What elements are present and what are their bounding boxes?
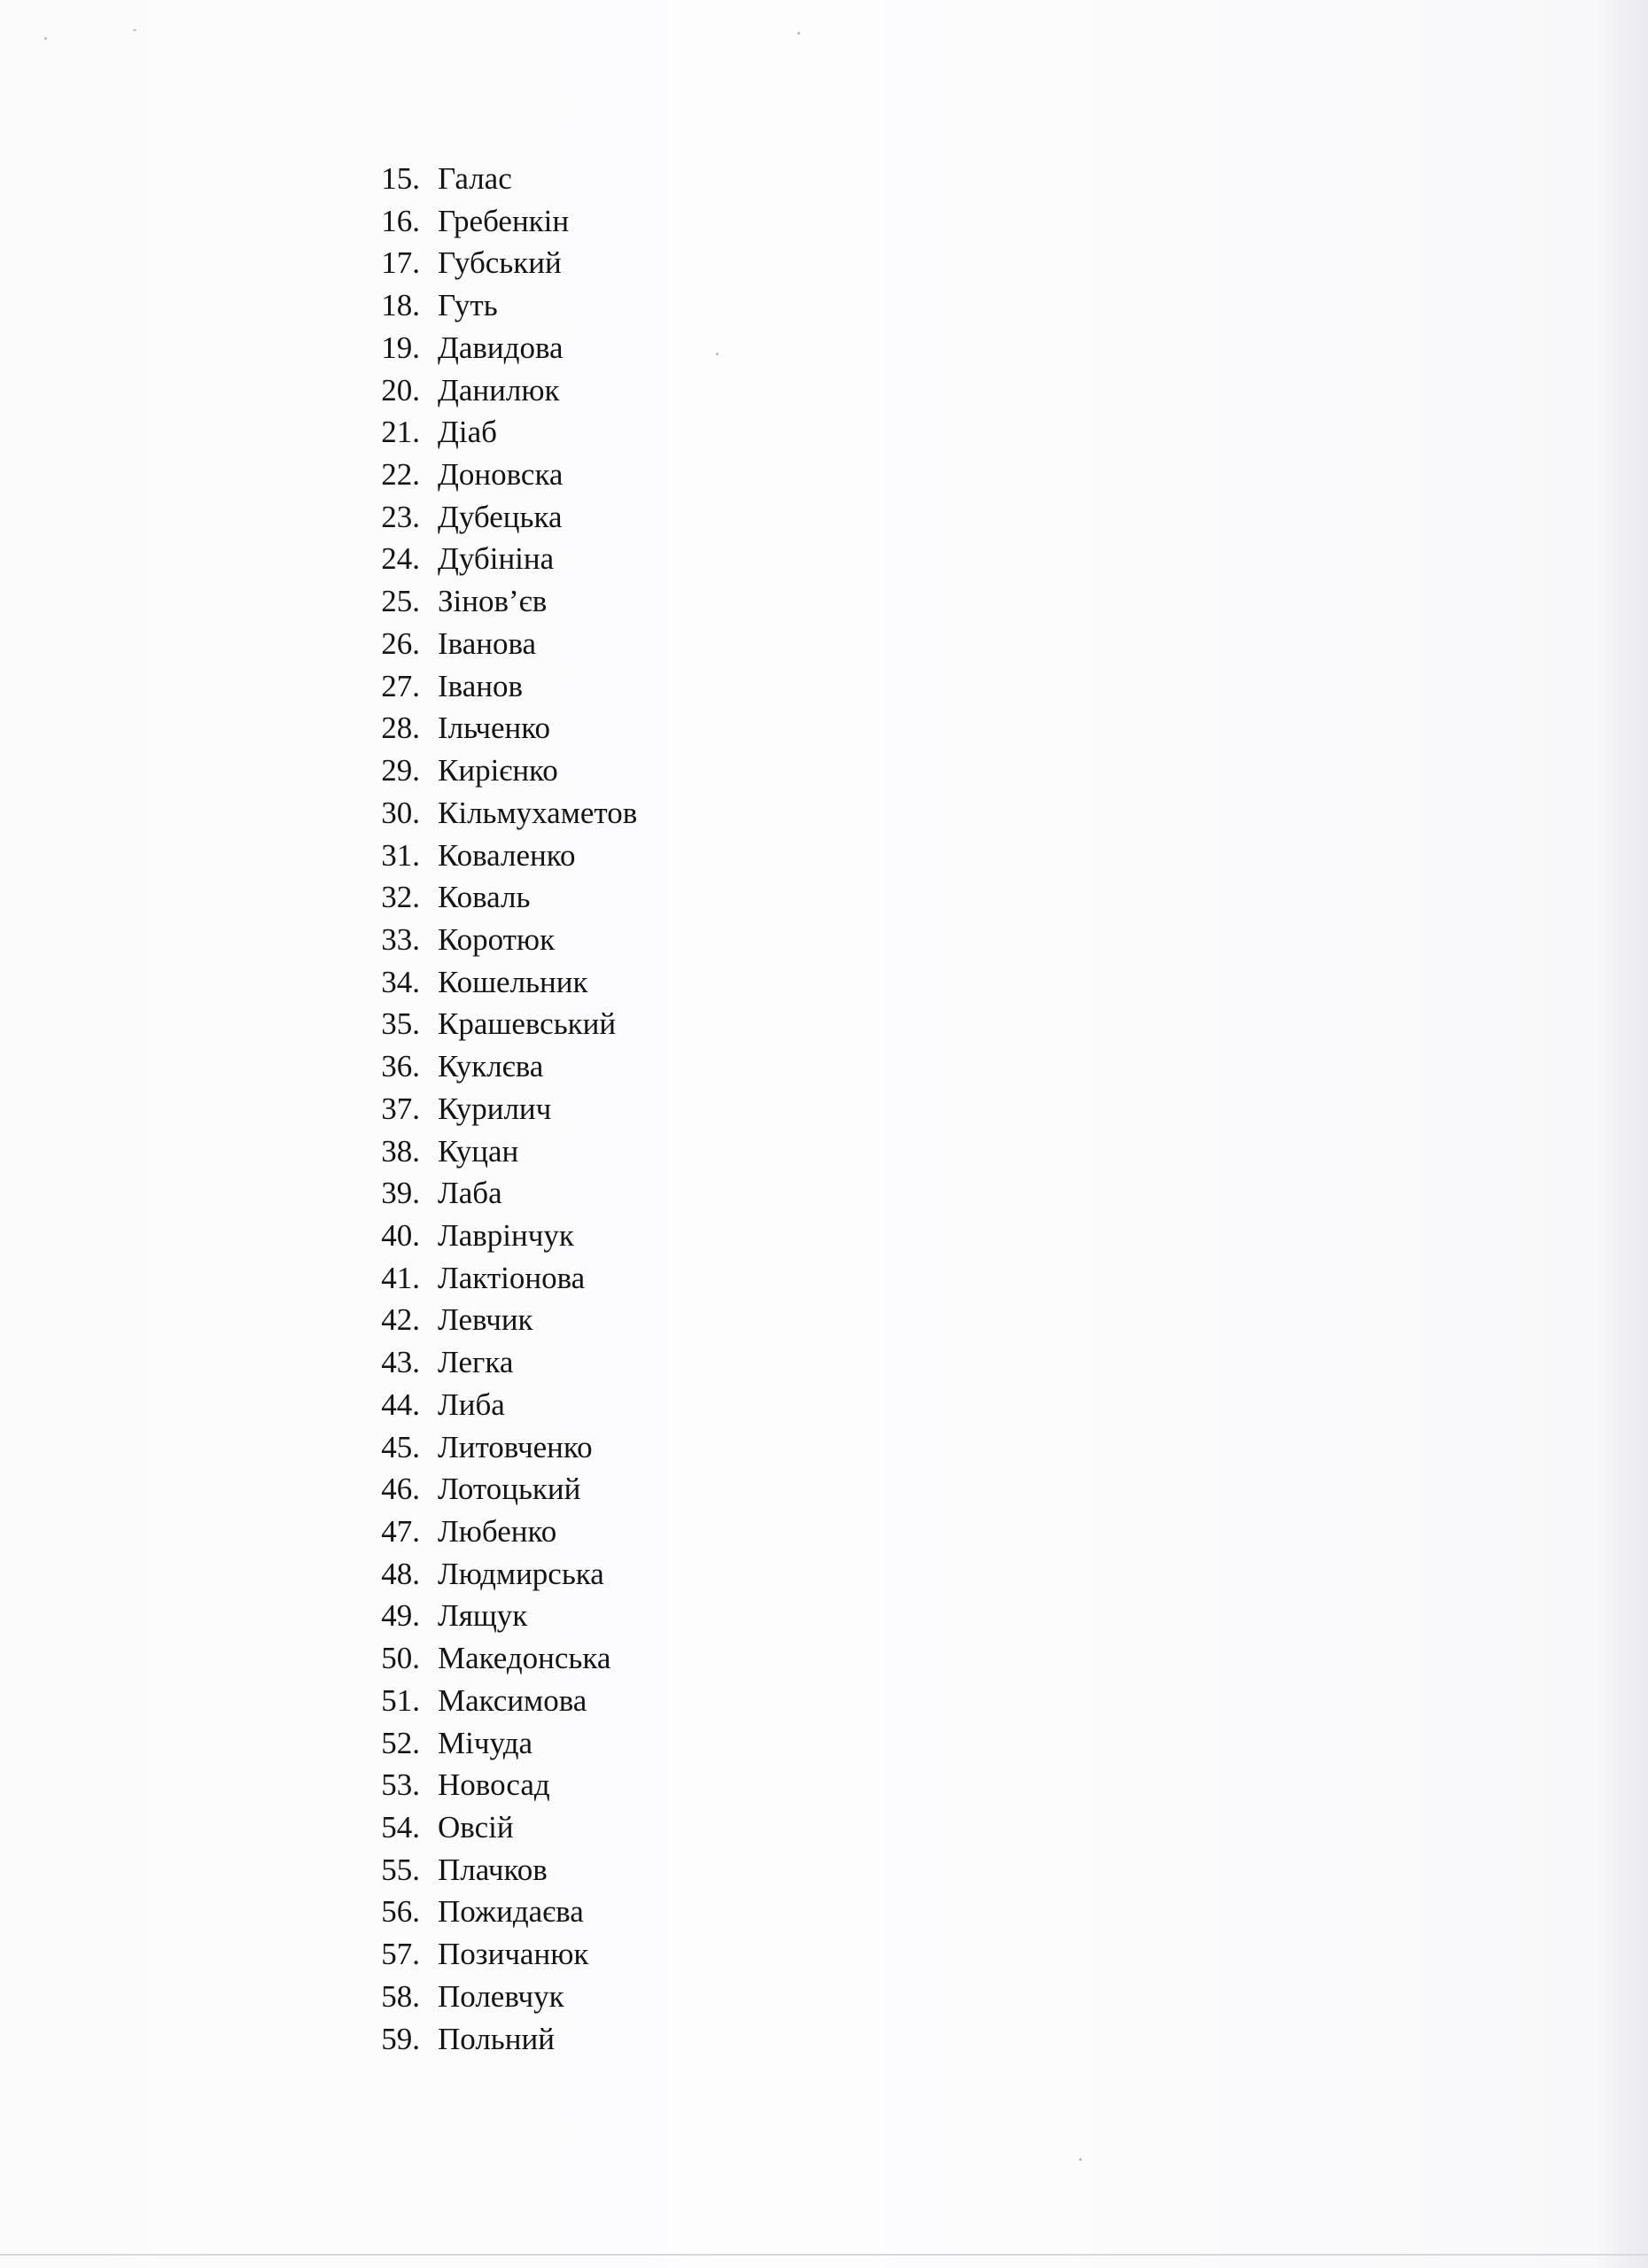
list-item-name: Куклєва bbox=[438, 1049, 544, 1084]
list-item-name: Плачков bbox=[438, 1852, 548, 1887]
list-item bbox=[351, 1299, 637, 1341]
list-item-name: Іванов bbox=[438, 668, 524, 703]
list-item-number: 28. bbox=[381, 711, 420, 746]
list-item-number: 37. bbox=[381, 1091, 420, 1126]
list-item bbox=[351, 1764, 637, 1806]
list-item-number: 59. bbox=[381, 2021, 420, 2056]
list-item-name: Полевчук bbox=[438, 1978, 564, 2014]
list-item-number: 38. bbox=[381, 1133, 420, 1169]
list-item-name: Лаврінчук bbox=[438, 1217, 574, 1253]
list-item-name: Крашевський bbox=[438, 1006, 617, 1042]
list-item bbox=[351, 876, 637, 919]
list-item-name: Любенко bbox=[438, 1514, 557, 1549]
list-item-name: Коваль bbox=[438, 880, 531, 915]
list-item bbox=[351, 1595, 637, 1637]
list-item-name: Лаба bbox=[438, 1176, 502, 1211]
list-item-name: Дубініна bbox=[438, 541, 555, 577]
list-item bbox=[351, 1976, 637, 2018]
list-item bbox=[351, 1045, 637, 1088]
list-item-name: Гребенкін bbox=[438, 203, 570, 238]
list-item bbox=[351, 792, 637, 835]
list-item-name: Македонська bbox=[438, 1641, 611, 1676]
list-item-name: Лотоцький bbox=[438, 1472, 581, 1507]
list-item bbox=[351, 1511, 637, 1553]
list-item bbox=[351, 1384, 637, 1426]
list-item-name: Ільченко bbox=[438, 711, 551, 746]
list-item-number: 19. bbox=[381, 330, 420, 365]
list-item bbox=[351, 1891, 637, 1933]
list-item-number: 47. bbox=[381, 1514, 420, 1549]
list-item bbox=[351, 1806, 637, 1849]
list-item-number: 55. bbox=[381, 1852, 420, 1887]
list-item bbox=[351, 538, 637, 580]
list-item bbox=[351, 665, 637, 708]
scan-speck bbox=[716, 353, 719, 355]
list-item bbox=[351, 369, 637, 412]
list-item-number: 30. bbox=[381, 795, 420, 830]
list-item-number: 32. bbox=[381, 880, 420, 915]
list-item bbox=[351, 1933, 637, 1976]
list-item-number: 25. bbox=[381, 584, 420, 619]
list-item-name: Людмирська bbox=[438, 1556, 604, 1591]
list-item bbox=[351, 200, 637, 243]
list-item bbox=[351, 158, 637, 200]
list-item bbox=[351, 580, 637, 623]
list-item-number: 21. bbox=[381, 415, 420, 450]
list-item-number: 31. bbox=[381, 837, 420, 873]
list-item-number: 41. bbox=[381, 1260, 420, 1295]
list-item-number: 36. bbox=[381, 1049, 420, 1084]
list-item bbox=[351, 2018, 637, 2061]
list-item-name: Максимова bbox=[438, 1682, 587, 1718]
list-item-number: 58. bbox=[381, 1978, 420, 2014]
list-item-number: 42. bbox=[381, 1302, 420, 1338]
list-item bbox=[351, 1257, 637, 1300]
list-item-number: 57. bbox=[381, 1937, 420, 1972]
list-item-name: Гуть bbox=[438, 288, 498, 323]
list-item-name: Куцан bbox=[438, 1133, 519, 1169]
list-item-number: 29. bbox=[381, 753, 420, 788]
list-item-number: 24. bbox=[381, 541, 420, 577]
list-item bbox=[351, 1468, 637, 1511]
list-item-number: 51. bbox=[381, 1682, 420, 1718]
list-item-name: Кільмухаметов bbox=[438, 795, 638, 830]
list-item-number: 20. bbox=[381, 372, 420, 408]
list-item-name: Кирієнко bbox=[438, 753, 558, 788]
list-item-number: 17. bbox=[381, 245, 420, 281]
list-item bbox=[351, 284, 637, 327]
list-item bbox=[351, 961, 637, 1004]
list-item-name: Іванова bbox=[438, 625, 537, 661]
list-item-number: 15. bbox=[381, 161, 420, 196]
list-item-number: 16. bbox=[381, 203, 420, 238]
list-item-name: Данилюк bbox=[438, 372, 560, 408]
list-item bbox=[351, 496, 637, 539]
list-item-number: 34. bbox=[381, 964, 420, 999]
list-item-name: Губський bbox=[438, 245, 562, 281]
list-item-name: Мічуда bbox=[438, 1725, 533, 1760]
list-item bbox=[351, 623, 637, 665]
list-item bbox=[351, 919, 637, 961]
list-item-name: Коваленко bbox=[438, 837, 576, 873]
surname-list bbox=[351, 158, 637, 2060]
scan-edge-shadow bbox=[1591, 0, 1648, 2268]
list-item bbox=[351, 1088, 637, 1130]
list-item-number: 26. bbox=[381, 625, 420, 661]
list-item-name: Лящук bbox=[438, 1598, 528, 1634]
scan-speck bbox=[797, 32, 800, 35]
scan-speck bbox=[44, 37, 47, 40]
list-item-number: 53. bbox=[381, 1767, 420, 1803]
list-item bbox=[351, 1215, 637, 1257]
list-item bbox=[351, 454, 637, 496]
list-item-name: Позичанюк bbox=[438, 1937, 589, 1972]
list-item-number: 27. bbox=[381, 668, 420, 703]
list-item-name: Діаб bbox=[438, 415, 497, 450]
list-item bbox=[351, 750, 637, 792]
list-item bbox=[351, 327, 637, 369]
list-item bbox=[351, 1130, 637, 1173]
list-item-name: Зінов’єв bbox=[438, 584, 548, 619]
list-item-number: 35. bbox=[381, 1006, 420, 1042]
list-item-name: Литовченко bbox=[438, 1429, 593, 1464]
list-item-number: 46. bbox=[381, 1472, 420, 1507]
list-item-name: Кошельник bbox=[438, 964, 588, 999]
list-item bbox=[351, 411, 637, 454]
list-item bbox=[351, 242, 637, 284]
list-item bbox=[351, 835, 637, 877]
list-item-name: Легка bbox=[438, 1345, 514, 1380]
list-item-name: Давидова bbox=[438, 330, 564, 365]
list-item-name: Доновска bbox=[438, 457, 564, 493]
list-item-number: 54. bbox=[381, 1810, 420, 1845]
list-item-name: Пожидаєва bbox=[438, 1894, 584, 1930]
list-item-name: Новосад bbox=[438, 1767, 550, 1803]
list-item-number: 50. bbox=[381, 1641, 420, 1676]
list-item-name: Дубецька bbox=[438, 499, 563, 534]
scan-bottom-edge bbox=[0, 2254, 1648, 2256]
list-item-number: 39. bbox=[381, 1176, 420, 1211]
list-item bbox=[351, 1849, 637, 1891]
list-item-number: 48. bbox=[381, 1556, 420, 1591]
list-item-number: 56. bbox=[381, 1894, 420, 1930]
list-item-name: Галас bbox=[438, 161, 512, 196]
list-item-number: 18. bbox=[381, 288, 420, 323]
list-item-name: Польний bbox=[438, 2021, 555, 2056]
list-item bbox=[351, 1680, 637, 1722]
list-item-name: Курилич bbox=[438, 1091, 552, 1126]
list-item-name: Коротюк bbox=[438, 921, 556, 957]
scan-speck bbox=[133, 29, 136, 31]
list-item-name: Овсій bbox=[438, 1810, 514, 1845]
list-item bbox=[351, 1341, 637, 1384]
list-item-name: Лактіонова bbox=[438, 1260, 586, 1295]
list-item-number: 45. bbox=[381, 1429, 420, 1464]
list-item-number: 23. bbox=[381, 499, 420, 534]
list-item-number: 33. bbox=[381, 921, 420, 957]
list-item bbox=[351, 1426, 637, 1469]
list-item-number: 44. bbox=[381, 1386, 420, 1422]
list-item-number: 22. bbox=[381, 457, 420, 493]
list-item-number: 52. bbox=[381, 1725, 420, 1760]
list-item bbox=[351, 707, 637, 750]
list-item-number: 49. bbox=[381, 1598, 420, 1634]
list-item-name: Либа bbox=[438, 1386, 505, 1422]
scan-speck bbox=[1079, 2158, 1082, 2161]
list-item-number: 40. bbox=[381, 1217, 420, 1253]
list-item bbox=[351, 1553, 637, 1596]
list-item bbox=[351, 1722, 637, 1765]
list-item-number: 43. bbox=[381, 1345, 420, 1380]
list-item bbox=[351, 1637, 637, 1680]
list-item-name: Левчик bbox=[438, 1302, 533, 1338]
list-item bbox=[351, 1003, 637, 1045]
list-item bbox=[351, 1172, 637, 1215]
